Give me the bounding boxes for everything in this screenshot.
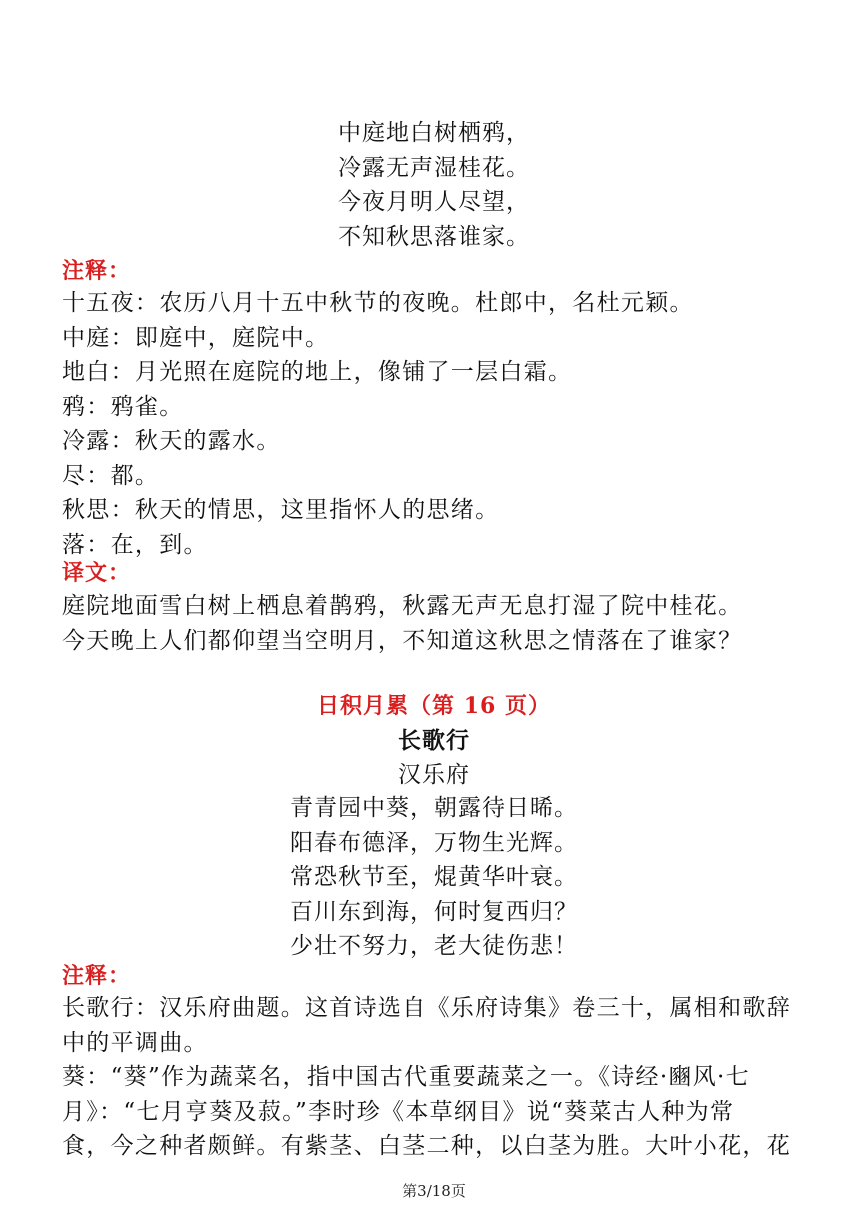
note-line: 月》：“七月亨葵及菽。”李时珍《本草纲目》说“葵菜古人种为常 (62, 1098, 735, 1125)
note-line: 中的平调曲。 (62, 1029, 208, 1056)
note-item: 落：在，到。 (62, 531, 208, 558)
poem-line: 青青园中葵，朝露待日晞。 (290, 795, 578, 821)
notes-list-1 (62, 286, 802, 562)
poem-line: 常恐秋节至，焜黄华叶衰。 (290, 864, 578, 890)
poem-author: 汉乐府 (398, 762, 470, 788)
note-item: 冷露：秋天的露水。 (62, 428, 281, 454)
note-item: 秋思：秋天的情思，这里指怀人的思绪。 (62, 497, 500, 523)
section-heading-daily-accumulation: 日积月累（第 16 页） (317, 693, 551, 719)
note-item: 十五夜：农历八月十五中秋节的夜晚。杜郎中，名杜元颖。 (62, 290, 694, 316)
translation-line: 庭院地面雪白树上栖息着鹊鸦，秋露无声无息打湿了院中桂花。 (62, 593, 743, 619)
note-item: 尽：都。 (62, 462, 160, 489)
poem-line: 中庭地白树栖鸦， (338, 120, 530, 146)
poem-line: 百川东到海，何时复西归？ (290, 898, 578, 925)
note-line: 长歌行：汉乐府曲题。这首诗选自《乐府诗集》卷三十，属相和歌辞 (62, 995, 791, 1021)
translation-line: 今天晚上人们都仰望当空明月，不知道这秋思之情落在了谁家？ (62, 627, 743, 654)
poem-mid-autumn (0, 116, 868, 254)
poem-title: 长歌行 (398, 727, 470, 754)
note-item: 鸦：鸦雀。 (62, 393, 184, 420)
translation-label: 译文： (62, 560, 132, 586)
page-indicator: 第3/18页 (402, 1182, 466, 1200)
translation-text (62, 589, 802, 658)
poem-line: 冷露无声湿桂花。 (338, 154, 530, 181)
poem-chang-ge-xing (0, 791, 868, 964)
poem-line: 今夜月明人尽望， (338, 189, 530, 215)
poem-line: 不知秋思落谁家。 (338, 223, 530, 250)
note-item: 中庭：即庭中，庭院中。 (62, 324, 330, 351)
note-item: 地白：月光照在庭院的地上，像铺了一层白霜。 (62, 359, 573, 385)
notes-list-2 (62, 991, 802, 1164)
poem-line: 少壮不努力，老大徒伤悲！ (290, 933, 578, 959)
note-line: 食，今之种者颇鲜。有紫茎、白茎二种，以白茎为胜。大叶小花，花 (62, 1133, 791, 1159)
poem-line: 阳春布德泽，万物生光辉。 (290, 829, 578, 856)
notes-label-2: 注释： (62, 963, 132, 989)
notes-label-1: 注释： (62, 258, 132, 284)
note-line: 葵：“葵”作为蔬菜名，指中国古代重要蔬菜之一。《诗经·豳风·七 (62, 1064, 750, 1090)
